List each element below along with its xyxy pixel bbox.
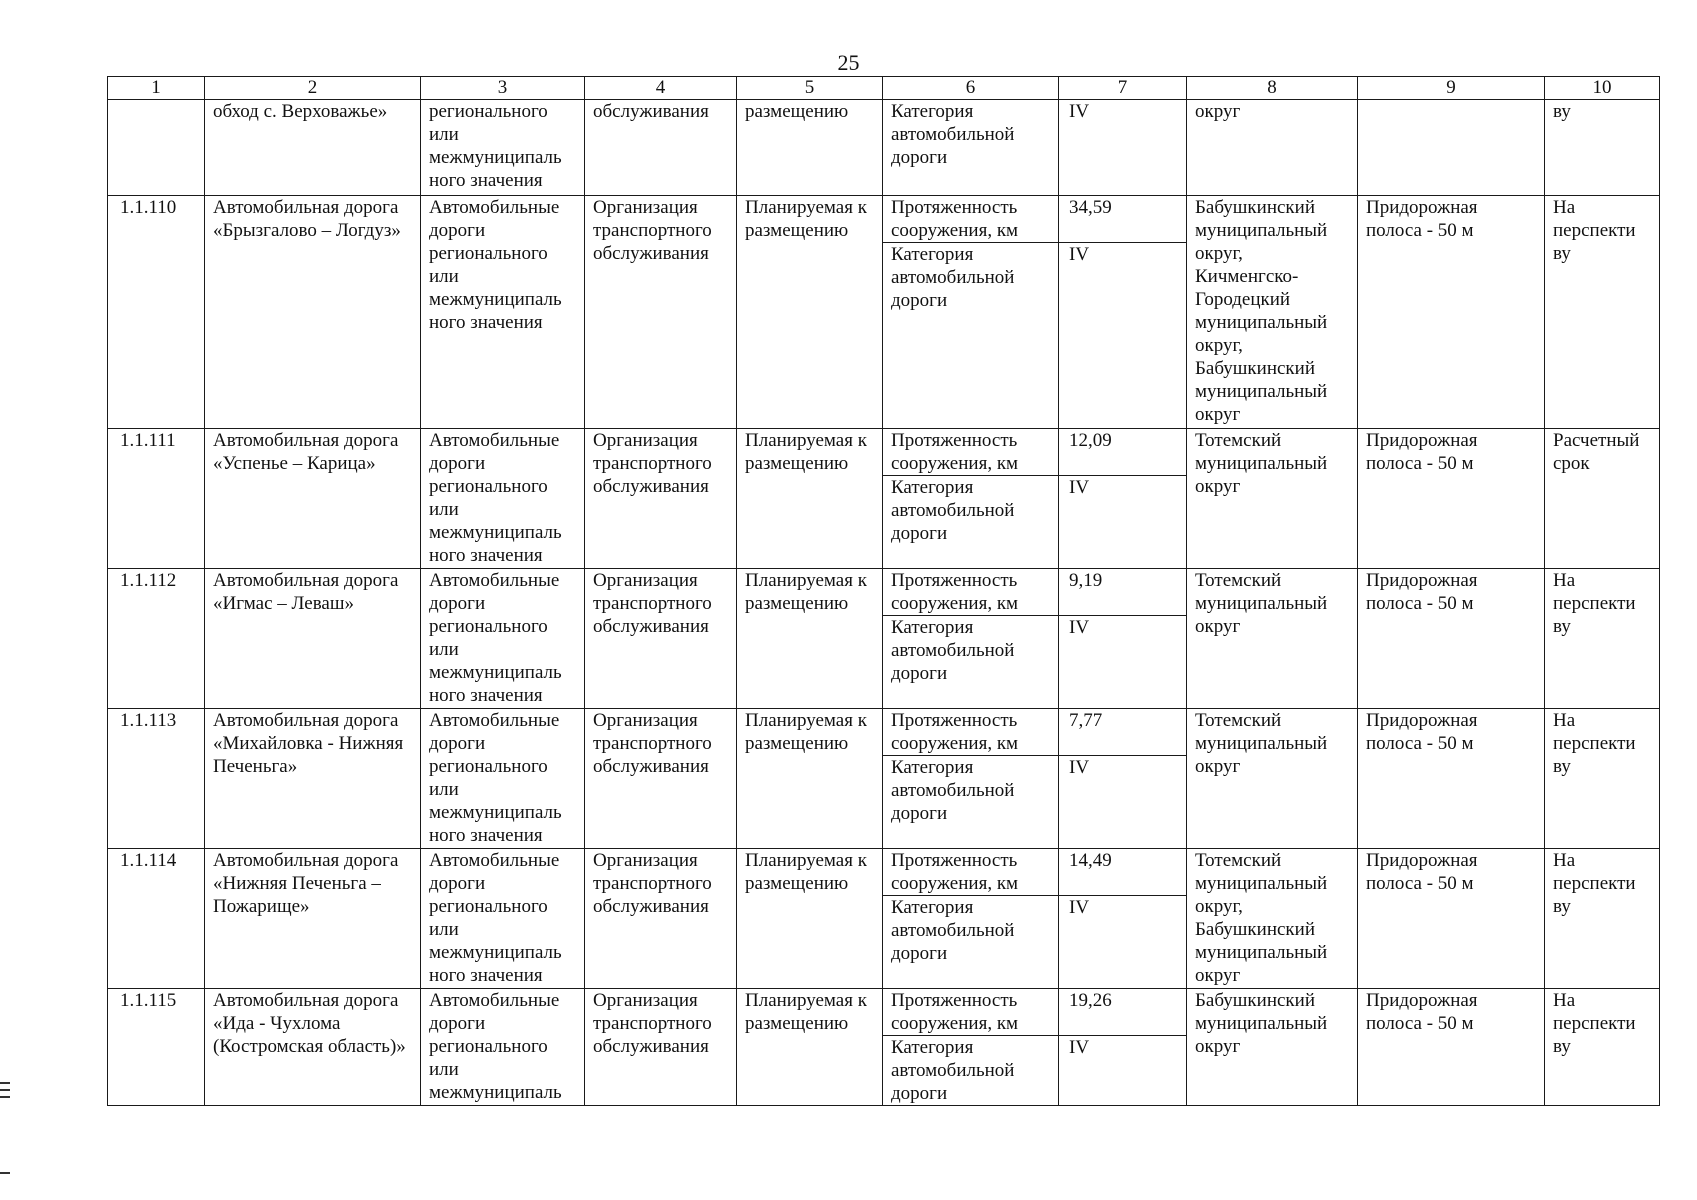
- table-row: [108, 100, 1660, 196]
- header-row: [108, 77, 1660, 100]
- column-header: 10: [1545, 77, 1660, 100]
- cell-status: Планируемая к размещению: [737, 989, 883, 1106]
- cell-param-value: IV: [1059, 243, 1187, 429]
- cell-param-value: IV: [1059, 616, 1187, 709]
- cell-param-label: Протяженность сооружения, км: [883, 196, 1059, 243]
- margin-mark: [0, 1172, 10, 1174]
- cell-param-label: Протяженность сооружения, км: [883, 989, 1059, 1036]
- column-header: 8: [1187, 77, 1358, 100]
- cell-status: Планируемая к размещению: [737, 429, 883, 569]
- cell-param-label: Категория автомобильной дороги: [883, 756, 1059, 849]
- cell-object-type: Автомобильные дороги регионального или межмуниципаль ного значения: [421, 849, 585, 989]
- cell-param-value: 9,19: [1059, 569, 1187, 616]
- cell-param-value: 19,26: [1059, 989, 1187, 1036]
- cell-location: Тотемский муниципальный округ: [1187, 569, 1358, 709]
- cell-zone: Придорожная полоса - 50 м: [1358, 989, 1545, 1106]
- cell-term: На перспекти ву: [1545, 709, 1660, 849]
- cell-param-value: 12,09: [1059, 429, 1187, 476]
- cell-term: На перспекти ву: [1545, 849, 1660, 989]
- cell-zone: Придорожная полоса - 50 м: [1358, 196, 1545, 429]
- cell-purpose: Организация транспортного обслуживания: [585, 989, 737, 1106]
- cell-zone: Придорожная полоса - 50 м: [1358, 849, 1545, 989]
- cell-location: Тотемский муниципальный округ, Бабушкинский муниципальный округ: [1187, 849, 1358, 989]
- cell-index: 1.1.114: [108, 849, 205, 989]
- cell-purpose: Организация транспортного обслуживания: [585, 709, 737, 849]
- column-header: 4: [585, 77, 737, 100]
- cell-zone: Придорожная полоса - 50 м: [1358, 429, 1545, 569]
- cell-location: Бабушкинский муниципальный округ, Кичменгско-Городецкий муниципальный округ, Бабушкинский муниципальный округ: [1187, 196, 1358, 429]
- table-row: [108, 569, 1660, 616]
- page-number: 25: [837, 50, 860, 75]
- cell-param-label: Категория автомобильной дороги: [883, 896, 1059, 989]
- cell-status: размещению: [737, 100, 883, 196]
- cell-object-type: регионального или межмуниципаль ного значения: [421, 100, 585, 196]
- cell-index: 1.1.111: [108, 429, 205, 569]
- column-header: 5: [737, 77, 883, 100]
- cell-param-value: IV: [1059, 896, 1187, 989]
- cell-purpose: Организация транспортного обслуживания: [585, 196, 737, 429]
- cell-object-name: Автомобильная дорога «Игмас – Леваш»: [205, 569, 421, 709]
- margin-mark: [0, 1096, 10, 1098]
- cell-purpose: обслуживания: [585, 100, 737, 196]
- cell-location: Бабушкинский муниципальный округ: [1187, 989, 1358, 1106]
- cell-status: Планируемая к размещению: [737, 569, 883, 709]
- cell-term: На перспекти ву: [1545, 196, 1660, 429]
- cell-param-label: Категория автомобильной дороги: [883, 100, 1059, 196]
- column-header: 6: [883, 77, 1059, 100]
- cell-term: На перспекти ву: [1545, 569, 1660, 709]
- cell-index: 1.1.110: [108, 196, 205, 429]
- cell-status: Планируемая к размещению: [737, 196, 883, 429]
- cell-index: 1.1.113: [108, 709, 205, 849]
- cell-object-type: Автомобильные дороги регионального или межмуниципаль: [421, 989, 585, 1106]
- cell-zone: Придорожная полоса - 50 м: [1358, 569, 1545, 709]
- cell-location: округ: [1187, 100, 1358, 196]
- column-header: 2: [205, 77, 421, 100]
- cell-param-value: 34,59: [1059, 196, 1187, 243]
- table-row: [108, 429, 1660, 476]
- table-row: [108, 196, 1660, 243]
- table-row: [108, 989, 1660, 1036]
- cell-object-name: Автомобильная дорога «Ида - Чухлома (Костромская область)»: [205, 989, 421, 1106]
- cell-param-label: Протяженность сооружения, км: [883, 429, 1059, 476]
- cell-status: Планируемая к размещению: [737, 849, 883, 989]
- table-row: [108, 709, 1660, 756]
- cell-object-name: Автомобильная дорога «Успенье – Карица»: [205, 429, 421, 569]
- cell-param-value: 7,77: [1059, 709, 1187, 756]
- cell-object-name: Автомобильная дорога «Нижняя Печеньга – Пожарище»: [205, 849, 421, 989]
- cell-param-value: IV: [1059, 100, 1187, 196]
- cell-param-label: Протяженность сооружения, км: [883, 709, 1059, 756]
- column-header: 7: [1059, 77, 1187, 100]
- cell-object-type: Автомобильные дороги регионального или межмуниципаль ного значения: [421, 569, 585, 709]
- cell-param-value: IV: [1059, 756, 1187, 849]
- cell-term: На перспекти ву: [1545, 989, 1660, 1106]
- margin-mark: [0, 1082, 10, 1084]
- cell-purpose: Организация транспортного обслуживания: [585, 569, 737, 709]
- cell-term: ву: [1545, 100, 1660, 196]
- cell-object-type: Автомобильные дороги регионального или межмуниципаль ного значения: [421, 196, 585, 429]
- cell-zone: Придорожная полоса - 50 м: [1358, 709, 1545, 849]
- cell-object-type: Автомобильные дороги регионального или межмуниципаль ного значения: [421, 709, 585, 849]
- cell-param-label: Категория автомобильной дороги: [883, 1036, 1059, 1106]
- cell-param-label: Протяженность сооружения, км: [883, 849, 1059, 896]
- column-header: 1: [108, 77, 205, 100]
- cell-param-label: Протяженность сооружения, км: [883, 569, 1059, 616]
- cell-param-label: Категория автомобильной дороги: [883, 616, 1059, 709]
- planning-table: [107, 76, 1660, 1106]
- cell-param-label: Категория автомобильной дороги: [883, 476, 1059, 569]
- column-header: 9: [1358, 77, 1545, 100]
- cell-object-name: Автомобильная дорога «Брызгалово – Логдуз»: [205, 196, 421, 429]
- cell-object-name: обход с. Верховажье»: [205, 100, 421, 196]
- cell-location: Тотемский муниципальный округ: [1187, 429, 1358, 569]
- cell-purpose: Организация транспортного обслуживания: [585, 849, 737, 989]
- cell-param-value: 14,49: [1059, 849, 1187, 896]
- cell-object-name: Автомобильная дорога «Михайловка - Нижняя Печеньга»: [205, 709, 421, 849]
- cell-zone: [1358, 100, 1545, 196]
- cell-object-type: Автомобильные дороги регионального или межмуниципаль ного значения: [421, 429, 585, 569]
- cell-status: Планируемая к размещению: [737, 709, 883, 849]
- table-row: [108, 849, 1660, 896]
- cell-index: 1.1.112: [108, 569, 205, 709]
- cell-location: Тотемский муниципальный округ: [1187, 709, 1358, 849]
- cell-term: Расчетный срок: [1545, 429, 1660, 569]
- column-header: 3: [421, 77, 585, 100]
- cell-purpose: Организация транспортного обслуживания: [585, 429, 737, 569]
- cell-index: 1.1.115: [108, 989, 205, 1106]
- cell-param-label: Категория автомобильной дороги: [883, 243, 1059, 429]
- cell-index: [108, 100, 205, 196]
- cell-param-value: IV: [1059, 1036, 1187, 1106]
- margin-mark: [0, 1089, 10, 1091]
- cell-param-value: IV: [1059, 476, 1187, 569]
